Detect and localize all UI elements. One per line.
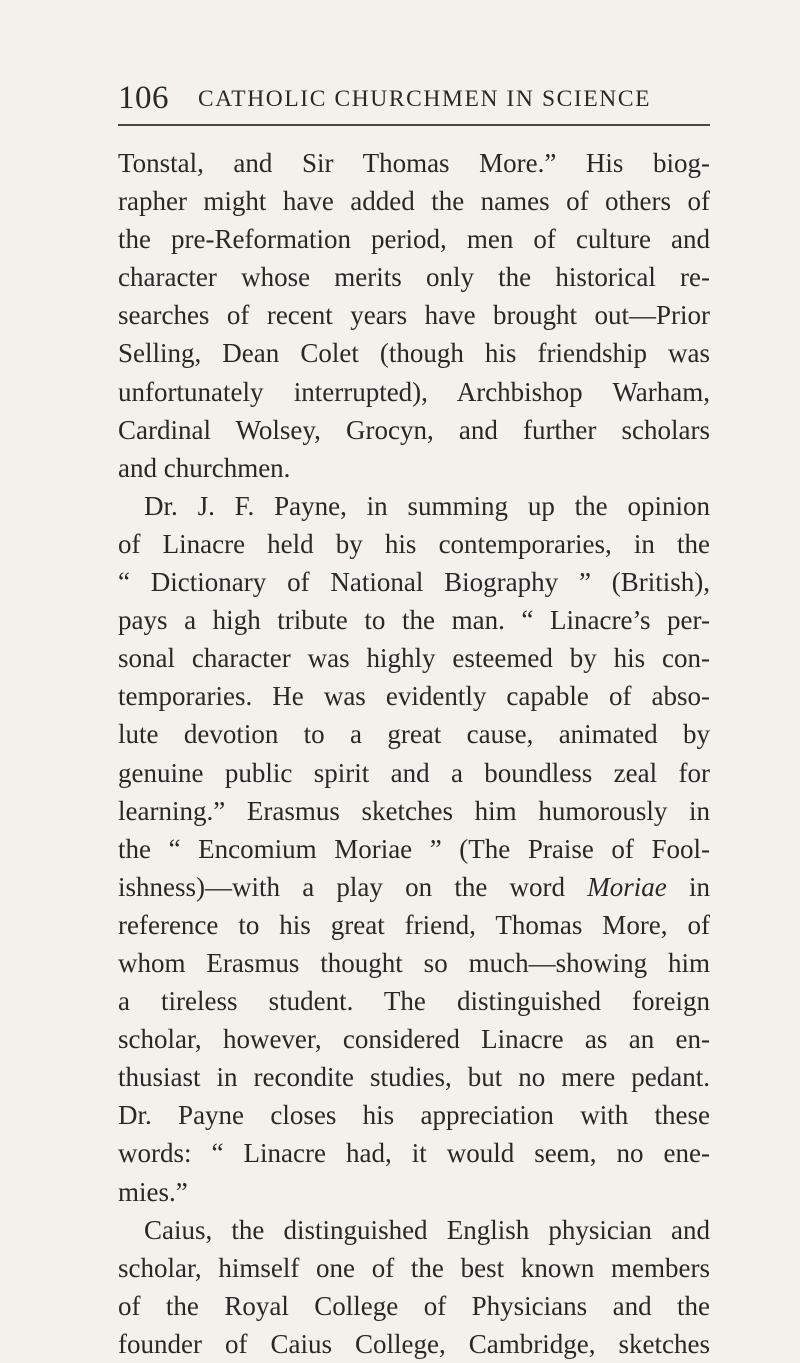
text-line: Dr. Payne closes his appreciation with these: [118, 1100, 710, 1131]
text-line: genuine public spirit and a boundless zeal for: [118, 757, 710, 788]
paragraph-start-line: Dr. J. F. Payne, in summing up the opinion: [144, 490, 710, 521]
body-text: [118, 144, 710, 1363]
text-line: Tonstal, and Sir Thomas More.” His biog-: [118, 148, 710, 178]
text-line: reference to his great friend, Thomas More, of: [118, 909, 710, 940]
text-line: “ Dictionary of National Biography ” (British),: [118, 567, 710, 598]
running-title: CATHOLIC CHURCHMEN IN SCIENCE: [198, 86, 652, 112]
text-segment: in: [689, 871, 711, 902]
paragraph-end-line: and churchmen.: [118, 452, 291, 483]
text-line: of the Royal College of Physicians and the: [118, 1290, 710, 1321]
text-segment: ishness)—with a play on the word: [118, 871, 566, 902]
italic-word: Moriae: [587, 871, 667, 902]
text-line: learning.” Erasmus sketches him humorously in: [118, 795, 710, 826]
paragraph-end-line: mies.”: [118, 1176, 188, 1207]
text-line: searches of recent years have brought out—Prior: [118, 300, 710, 331]
text-line: scholar, himself one of the best known members: [118, 1252, 710, 1283]
text-line-with-italic: [118, 868, 710, 906]
text-line: scholar, however, considered Linacre as an en-: [118, 1024, 710, 1055]
text-line: thusiast in recondite studies, but no mere pedant.: [118, 1062, 710, 1093]
header-rule: [118, 124, 710, 126]
text-line: rapher might have added the names of others of: [118, 186, 710, 217]
text-line: pays a high tribute to the man. “ Linacre’s per-: [118, 605, 710, 636]
paragraph-start-line: Caius, the distinguished English physician and: [144, 1214, 710, 1245]
text-line: temporaries. He was evidently capable of abso-: [118, 681, 710, 712]
text-line: character whose merits only the historical re-: [118, 262, 710, 293]
text-line: of Linacre held by his contemporaries, in the: [118, 528, 710, 559]
text-line: Cardinal Wolsey, Grocyn, and further scholars: [118, 414, 710, 445]
running-head: [118, 78, 710, 118]
text-line: sonal character was highly esteemed by his con-: [118, 643, 710, 674]
page-number: 106: [118, 80, 169, 116]
text-line: founder of Caius College, Cambridge, sketches: [118, 1328, 710, 1359]
text-line: whom Erasmus thought so much—showing him: [118, 947, 710, 978]
text-line: the pre-Reformation period, men of culture and: [118, 224, 710, 255]
text-line: the “ Encomium Moriae ” (The Praise of Fool-: [118, 833, 710, 864]
text-line: unfortunately interrupted), Archbishop Warham,: [118, 376, 710, 407]
text-line: lute devotion to a great cause, animated by: [118, 719, 710, 750]
text-line: words: “ Linacre had, it would seem, no ene-: [118, 1138, 710, 1169]
text-line: a tireless student. The distinguished foreign: [118, 986, 710, 1017]
text-line: Selling, Dean Colet (though his friendship was: [118, 338, 710, 369]
